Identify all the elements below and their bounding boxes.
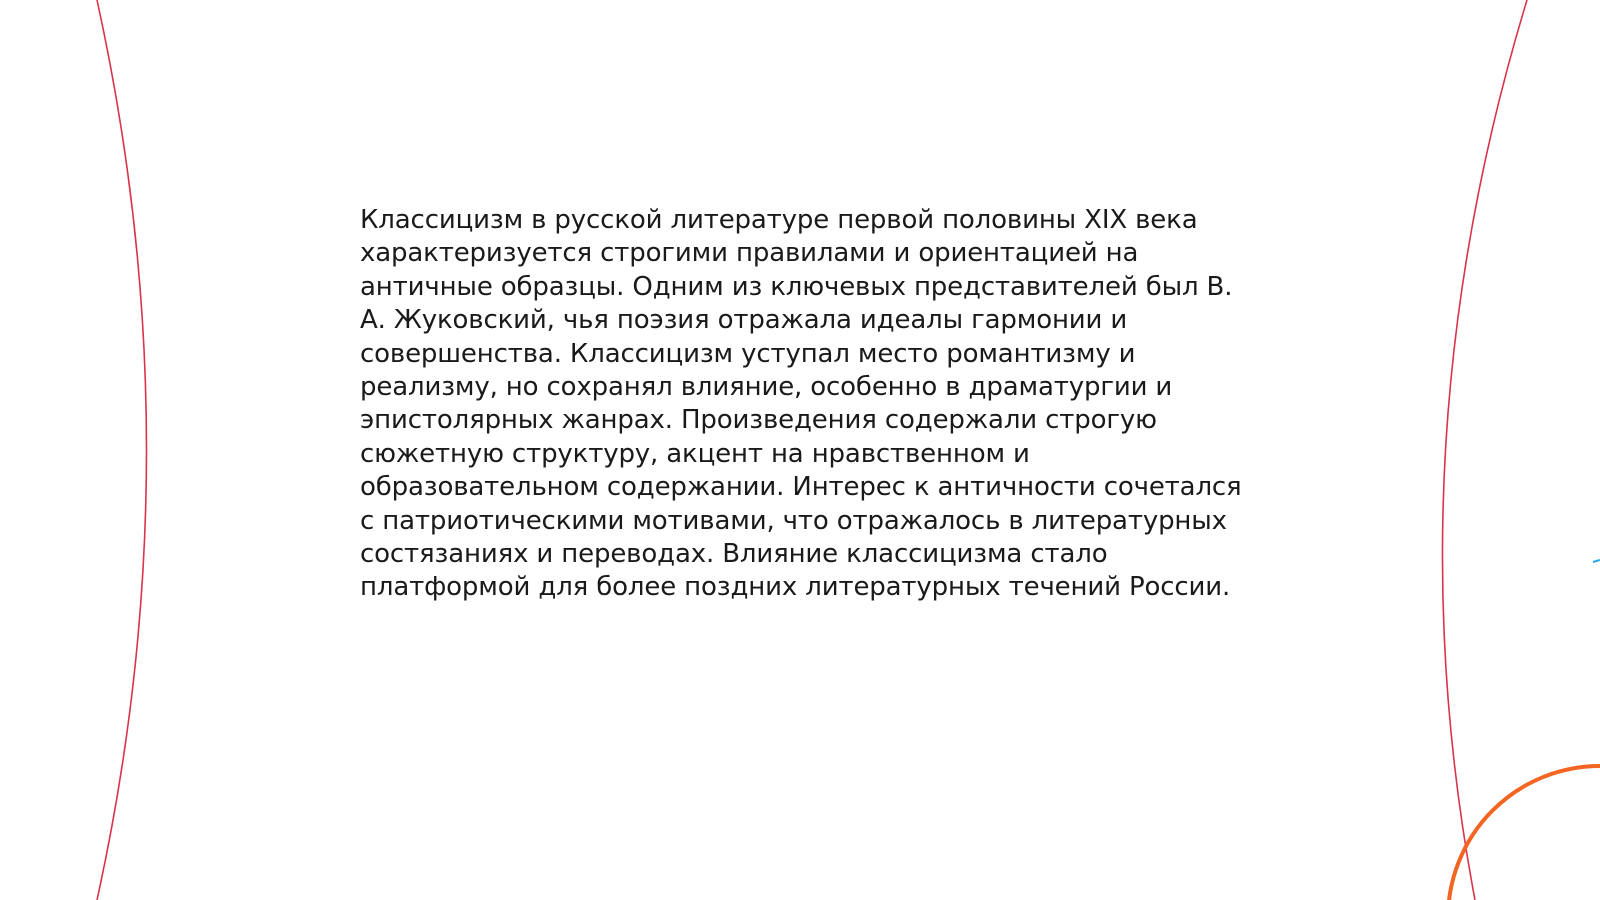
slide-body-text: Классицизм в русской литературе первой половины XIX века характеризуется строгими правилами и ориентацией на античные образцы. Одним из ключевых представителей был В. А. Жуковский, чья поэзия отражала идеалы гармонии и совершенства. Классицизм уступал место романтизму и реализму, но сохранял влияние, особенно в драматургии и эпистолярных жанрах. Произведения содержали строгую сюжетную структуру, акцент на нравственном и образовательном содержании. Интерес к античности сочетался с патриотическими мотивами, что отражалось в литературных состязаниях и переводах. Влияние классицизма стало платформой для более поздних литературных течений России. bbox=[360, 205, 1242, 603]
edge-accent-mark bbox=[1593, 560, 1600, 562]
corner-circle-arc bbox=[1448, 766, 1600, 900]
right-arc-line bbox=[1442, 0, 1527, 900]
left-arc-line bbox=[97, 0, 147, 900]
